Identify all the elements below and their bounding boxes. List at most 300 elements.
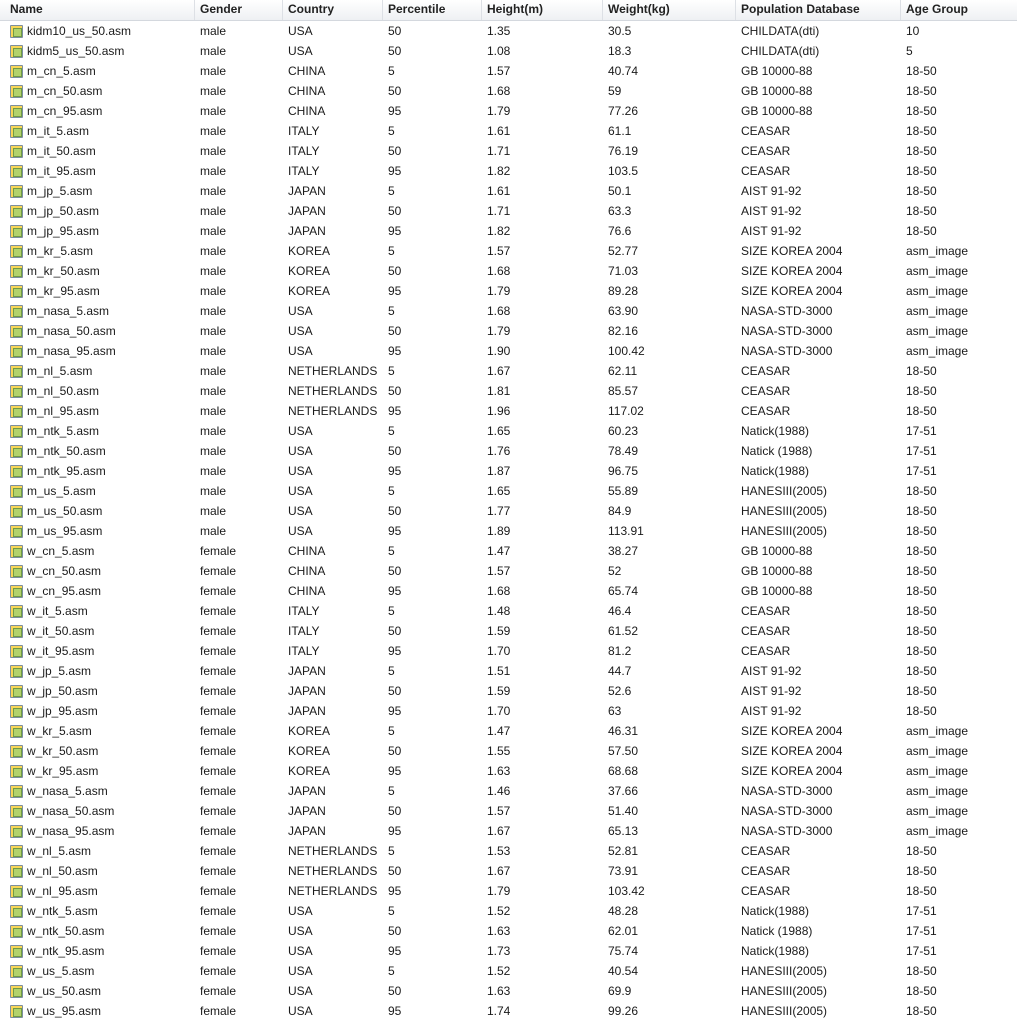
file-name (0, 841, 195, 861)
gender-cell: female (200, 884, 237, 898)
height-cell: 1.82 (487, 164, 511, 178)
population-database-cell: AIST 91-92 (741, 224, 802, 238)
height-cell: 1.61 (487, 124, 511, 138)
age-group-cell: 18-50 (906, 984, 937, 998)
population-database-cell: SIZE KOREA 2004 (741, 744, 843, 758)
table-row[interactable] (0, 21, 1017, 41)
asm-file-icon (10, 325, 23, 338)
age-group-cell: 18-50 (906, 184, 937, 198)
percentile-cell: 50 (388, 84, 402, 98)
weight-cell: 75.74 (608, 944, 639, 958)
country-cell: JAPAN (288, 684, 326, 698)
height-cell: 1.77 (487, 504, 511, 518)
asm-file-icon (10, 785, 23, 798)
file-name-label: w_cn_50.asm (27, 564, 102, 578)
population-database-cell: NASA-STD-3000 (741, 824, 833, 838)
table-row[interactable] (0, 901, 1017, 921)
gender-cell: male (200, 64, 227, 78)
asm-file-icon (10, 745, 23, 758)
table-row[interactable] (0, 181, 1017, 201)
percentile-cell: 50 (388, 924, 402, 938)
column-header-height[interactable]: Height(m) (482, 0, 603, 20)
percentile-cell: 95 (388, 644, 402, 658)
population-database-cell: AIST 91-92 (741, 684, 802, 698)
percentile-cell: 5 (388, 724, 395, 738)
height-cell: 1.67 (487, 364, 511, 378)
population-database-cell: Natick(1988) (741, 464, 810, 478)
column-header-gender[interactable]: Gender (195, 0, 283, 20)
height-cell: 1.67 (487, 864, 511, 878)
percentile-cell: 95 (388, 884, 402, 898)
file-name-label: m_jp_95.asm (27, 224, 100, 238)
table-row[interactable] (0, 961, 1017, 981)
age-group-cell: 18-50 (906, 684, 937, 698)
asm-file-icon (10, 905, 23, 918)
weight-cell: 48.28 (608, 904, 639, 918)
gender-cell: female (200, 604, 237, 618)
country-cell: ITALY (288, 164, 320, 178)
file-name-label: w_us_5.asm (27, 964, 95, 978)
gender-cell: male (200, 324, 227, 338)
weight-cell: 62.01 (608, 924, 639, 938)
file-name-label: m_nl_5.asm (27, 364, 93, 378)
gender-cell: male (200, 44, 227, 58)
file-name-label: w_nl_95.asm (27, 884, 98, 898)
file-name-label: m_cn_50.asm (27, 84, 103, 98)
table-row[interactable] (0, 41, 1017, 61)
country-cell: JAPAN (288, 184, 326, 198)
table-row[interactable] (0, 681, 1017, 701)
gender-cell: male (200, 164, 227, 178)
asm-file-icon (10, 485, 23, 498)
country-cell: USA (288, 524, 313, 538)
weight-cell: 18.3 (608, 44, 632, 58)
weight-cell: 78.49 (608, 444, 639, 458)
table-row[interactable] (0, 601, 1017, 621)
percentile-cell: 5 (388, 184, 395, 198)
weight-cell: 113.91 (608, 524, 644, 538)
table-row[interactable] (0, 621, 1017, 641)
population-database-cell: CEASAR (741, 884, 791, 898)
file-name (0, 241, 195, 261)
percentile-cell: 5 (388, 844, 395, 858)
gender-cell: male (200, 524, 227, 538)
weight-cell: 65.74 (608, 584, 639, 598)
file-name (0, 981, 195, 1001)
percentile-cell: 50 (388, 44, 402, 58)
population-database-cell: SIZE KOREA 2004 (741, 724, 843, 738)
country-cell: KOREA (288, 284, 331, 298)
table-row[interactable] (0, 761, 1017, 781)
height-cell: 1.79 (487, 884, 511, 898)
gender-cell: male (200, 204, 227, 218)
weight-cell: 59 (608, 84, 622, 98)
asm-file-icon (10, 65, 23, 78)
file-name-label: w_us_50.asm (27, 984, 102, 998)
asm-file-icon (10, 645, 23, 658)
file-name (0, 581, 195, 601)
table-row[interactable] (0, 461, 1017, 481)
age-group-cell: 18-50 (906, 204, 937, 218)
asm-file-icon (10, 505, 23, 518)
population-database-cell: HANESIII(2005) (741, 504, 828, 518)
table-row[interactable] (0, 381, 1017, 401)
gender-cell: female (200, 564, 237, 578)
country-cell: KOREA (288, 244, 331, 258)
file-name (0, 821, 195, 841)
gender-cell: male (200, 104, 227, 118)
age-group-cell: 18-50 (906, 524, 937, 538)
country-cell: NETHERLANDS (288, 364, 378, 378)
age-group-cell: 18-50 (906, 964, 937, 978)
table-row[interactable] (0, 521, 1017, 541)
height-cell: 1.63 (487, 984, 511, 998)
percentile-cell: 95 (388, 524, 402, 538)
country-cell: CHINA (288, 104, 326, 118)
gender-cell: male (200, 244, 227, 258)
table-row[interactable] (0, 501, 1017, 521)
age-group-cell: 18-50 (906, 584, 937, 598)
asm-file-icon (10, 85, 23, 98)
gender-cell: male (200, 144, 227, 158)
asm-file-icon (10, 885, 23, 898)
table-row[interactable] (0, 221, 1017, 241)
height-cell: 1.57 (487, 244, 511, 258)
gender-cell: female (200, 784, 237, 798)
percentile-cell: 95 (388, 704, 402, 718)
asm-file-icon (10, 205, 23, 218)
table-row[interactable] (0, 241, 1017, 261)
country-cell: USA (288, 1004, 313, 1018)
file-name-label: w_it_50.asm (27, 624, 95, 638)
file-name (0, 721, 195, 741)
table-row[interactable] (0, 301, 1017, 321)
population-database-cell: CHILDATA(dti) (741, 24, 820, 38)
population-database-cell: HANESIII(2005) (741, 524, 828, 538)
population-database-cell: HANESIII(2005) (741, 1004, 828, 1018)
weight-cell: 63.90 (608, 304, 639, 318)
table-row[interactable] (0, 321, 1017, 341)
country-cell: USA (288, 964, 313, 978)
column-header-population-database[interactable]: Population Database (736, 0, 901, 20)
height-cell: 1.96 (487, 404, 511, 418)
age-group-cell: 17-51 (906, 424, 937, 438)
population-database-cell: CEASAR (741, 864, 791, 878)
table-row[interactable] (0, 161, 1017, 181)
population-database-cell: Natick(1988) (741, 944, 810, 958)
table-row[interactable] (0, 61, 1017, 81)
population-database-cell: CEASAR (741, 164, 791, 178)
country-cell: USA (288, 304, 313, 318)
file-name (0, 701, 195, 721)
height-cell: 1.73 (487, 944, 511, 958)
height-cell: 1.71 (487, 204, 511, 218)
country-cell: CHINA (288, 84, 326, 98)
file-name-label: w_nasa_50.asm (27, 804, 115, 818)
height-cell: 1.61 (487, 184, 511, 198)
file-name (0, 781, 195, 801)
table-row[interactable] (0, 421, 1017, 441)
gender-cell: female (200, 984, 237, 998)
gender-cell: male (200, 84, 227, 98)
population-database-cell: GB 10000-88 (741, 564, 813, 578)
file-name-label: m_us_95.asm (27, 524, 103, 538)
weight-cell: 71.03 (608, 264, 639, 278)
asm-file-icon (10, 565, 23, 578)
asm-file-icon (10, 805, 23, 818)
age-group-cell: asm_image (906, 244, 969, 258)
asm-file-icon (10, 765, 23, 778)
asm-file-icon (10, 705, 23, 718)
gender-cell: female (200, 844, 237, 858)
percentile-cell: 50 (388, 864, 402, 878)
height-cell: 1.65 (487, 424, 511, 438)
population-database-cell: GB 10000-88 (741, 544, 813, 558)
file-name-label: w_kr_95.asm (27, 764, 99, 778)
age-group-cell: 18-50 (906, 64, 937, 78)
file-name-label: m_cn_5.asm (27, 64, 96, 78)
weight-cell: 46.31 (608, 724, 639, 738)
percentile-cell: 50 (388, 204, 402, 218)
file-name-label: m_nl_95.asm (27, 404, 100, 418)
asm-file-icon (10, 725, 23, 738)
file-name (0, 741, 195, 761)
height-cell: 1.74 (487, 1004, 511, 1018)
file-name-label: w_it_5.asm (27, 604, 88, 618)
file-name (0, 961, 195, 981)
table-row[interactable] (0, 661, 1017, 681)
file-name (0, 521, 195, 541)
country-cell: USA (288, 944, 313, 958)
table-row[interactable] (0, 641, 1017, 661)
gender-cell: female (200, 924, 237, 938)
file-name (0, 461, 195, 481)
age-group-cell: 18-50 (906, 404, 937, 418)
table-row[interactable] (0, 401, 1017, 421)
percentile-cell: 95 (388, 404, 402, 418)
column-header-country[interactable]: Country (283, 0, 383, 20)
percentile-cell: 50 (388, 444, 402, 458)
file-name (0, 341, 195, 361)
age-group-cell: asm_image (906, 344, 969, 358)
column-header-weight[interactable]: Weight(kg) (603, 0, 736, 20)
gender-cell: female (200, 664, 237, 678)
weight-cell: 62.11 (608, 364, 638, 378)
asm-file-icon (10, 445, 23, 458)
percentile-cell: 50 (388, 744, 402, 758)
population-database-cell: NASA-STD-3000 (741, 324, 833, 338)
table-row[interactable] (0, 541, 1017, 561)
table-row[interactable] (0, 141, 1017, 161)
weight-cell: 30.5 (608, 24, 632, 38)
gender-cell: male (200, 424, 227, 438)
percentile-cell: 95 (388, 164, 402, 178)
gender-cell: female (200, 944, 237, 958)
table-row[interactable] (0, 341, 1017, 361)
table-row[interactable] (0, 801, 1017, 821)
table-row[interactable] (0, 721, 1017, 741)
file-name (0, 181, 195, 201)
table-row[interactable] (0, 481, 1017, 501)
file-name-label: m_jp_5.asm (27, 184, 93, 198)
population-database-cell: CEASAR (741, 124, 791, 138)
country-cell: CHINA (288, 64, 326, 78)
population-database-cell: CEASAR (741, 384, 791, 398)
table-row[interactable] (0, 701, 1017, 721)
population-database-cell: AIST 91-92 (741, 184, 802, 198)
table-row[interactable] (0, 941, 1017, 961)
gender-cell: female (200, 644, 237, 658)
table-row[interactable] (0, 361, 1017, 381)
asm-file-icon (10, 1005, 23, 1018)
height-cell: 1.89 (487, 524, 511, 538)
gender-cell: male (200, 124, 227, 138)
country-cell: JAPAN (288, 204, 326, 218)
weight-cell: 63.3 (608, 204, 632, 218)
table-row[interactable] (0, 841, 1017, 861)
gender-cell: female (200, 964, 237, 978)
population-database-cell: NASA-STD-3000 (741, 804, 833, 818)
table-row[interactable] (0, 1001, 1017, 1021)
age-group-cell: 18-50 (906, 1004, 937, 1018)
percentile-cell: 5 (388, 544, 395, 558)
table-row[interactable] (0, 261, 1017, 281)
percentile-cell: 5 (388, 484, 395, 498)
country-cell: NETHERLANDS (288, 404, 378, 418)
age-group-cell: asm_image (906, 304, 969, 318)
weight-cell: 52.6 (608, 684, 632, 698)
country-cell: USA (288, 24, 313, 38)
age-group-cell: asm_image (906, 764, 969, 778)
weight-cell: 69.9 (608, 984, 632, 998)
weight-cell: 61.52 (608, 624, 639, 638)
asm-file-icon (10, 365, 23, 378)
gender-cell: male (200, 384, 227, 398)
table-row[interactable] (0, 821, 1017, 841)
height-cell: 1.90 (487, 344, 511, 358)
age-group-cell: asm_image (906, 724, 969, 738)
weight-cell: 81.2 (608, 644, 632, 658)
file-name (0, 21, 195, 41)
age-group-cell: asm_image (906, 784, 969, 798)
population-database-cell: CEASAR (741, 404, 791, 418)
weight-cell: 63 (608, 704, 622, 718)
file-name-label: w_cn_5.asm (27, 544, 95, 558)
age-group-cell: 18-50 (906, 84, 937, 98)
age-group-cell: 18-50 (906, 604, 937, 618)
table-row[interactable] (0, 441, 1017, 461)
weight-cell: 65.13 (608, 824, 639, 838)
table-row[interactable] (0, 781, 1017, 801)
age-group-cell: 18-50 (906, 124, 937, 138)
asm-file-icon (10, 945, 23, 958)
gender-cell: female (200, 684, 237, 698)
file-name-label: kidm5_us_50.asm (27, 44, 125, 58)
percentile-cell: 95 (388, 584, 402, 598)
age-group-cell: 18-50 (906, 664, 937, 678)
age-group-cell: 18-50 (906, 624, 937, 638)
asm-file-icon (10, 605, 23, 618)
gender-cell: male (200, 304, 227, 318)
population-database-cell: CEASAR (741, 844, 791, 858)
weight-cell: 117.02 (608, 404, 644, 418)
file-name (0, 81, 195, 101)
asm-file-icon (10, 285, 23, 298)
population-database-cell: Natick (1988) (741, 924, 813, 938)
file-name-label: w_ntk_95.asm (27, 944, 105, 958)
gender-cell: female (200, 904, 237, 918)
column-header-name[interactable]: Name (0, 0, 195, 20)
table-row[interactable] (0, 281, 1017, 301)
asm-file-icon (10, 985, 23, 998)
age-group-cell: asm_image (906, 284, 969, 298)
age-group-cell: 17-51 (906, 904, 937, 918)
column-header-age-group[interactable]: Age Group (906, 2, 968, 16)
table-row[interactable] (0, 81, 1017, 101)
table-row[interactable] (0, 101, 1017, 121)
file-name-label: w_it_95.asm (27, 644, 95, 658)
table-row[interactable] (0, 881, 1017, 901)
asm-file-icon (10, 305, 23, 318)
country-cell: USA (288, 984, 313, 998)
table-row[interactable] (0, 121, 1017, 141)
height-cell: 1.68 (487, 584, 511, 598)
table-row[interactable] (0, 741, 1017, 761)
file-name-label: m_it_5.asm (27, 124, 90, 138)
height-cell: 1.63 (487, 764, 511, 778)
file-name (0, 201, 195, 221)
percentile-cell: 95 (388, 764, 402, 778)
percentile-cell: 5 (388, 64, 395, 78)
country-cell: KOREA (288, 764, 331, 778)
asm-file-icon (10, 45, 23, 58)
gender-cell: female (200, 584, 237, 598)
file-name (0, 381, 195, 401)
age-group-cell: 10 (906, 24, 920, 38)
percentile-cell: 95 (388, 104, 402, 118)
age-group-cell: asm_image (906, 324, 969, 338)
table-row[interactable] (0, 561, 1017, 581)
population-database-cell: HANESIII(2005) (741, 964, 828, 978)
table-row[interactable] (0, 921, 1017, 941)
gender-cell: female (200, 804, 237, 818)
height-cell: 1.47 (487, 724, 511, 738)
table-row[interactable] (0, 201, 1017, 221)
age-group-cell: 18-50 (906, 644, 937, 658)
weight-cell: 50.1 (608, 184, 632, 198)
age-group-cell: 17-51 (906, 464, 937, 478)
population-database-cell: AIST 91-92 (741, 204, 802, 218)
table-row[interactable] (0, 981, 1017, 1001)
table-row[interactable] (0, 861, 1017, 881)
file-name-label: w_ntk_50.asm (27, 924, 105, 938)
file-name (0, 61, 195, 81)
height-cell: 1.82 (487, 224, 511, 238)
weight-cell: 76.6 (608, 224, 632, 238)
height-cell: 1.70 (487, 704, 511, 718)
population-database-cell: SIZE KOREA 2004 (741, 264, 843, 278)
population-database-cell: SIZE KOREA 2004 (741, 764, 843, 778)
height-cell: 1.79 (487, 284, 511, 298)
height-cell: 1.71 (487, 144, 511, 158)
height-cell: 1.76 (487, 444, 511, 458)
asm-file-icon (10, 665, 23, 678)
file-name-label: m_nasa_5.asm (27, 304, 110, 318)
gender-cell: female (200, 744, 237, 758)
table-row[interactable] (0, 581, 1017, 601)
column-header-percentile[interactable]: Percentile (383, 0, 482, 20)
file-name-label: m_kr_5.asm (27, 244, 94, 258)
